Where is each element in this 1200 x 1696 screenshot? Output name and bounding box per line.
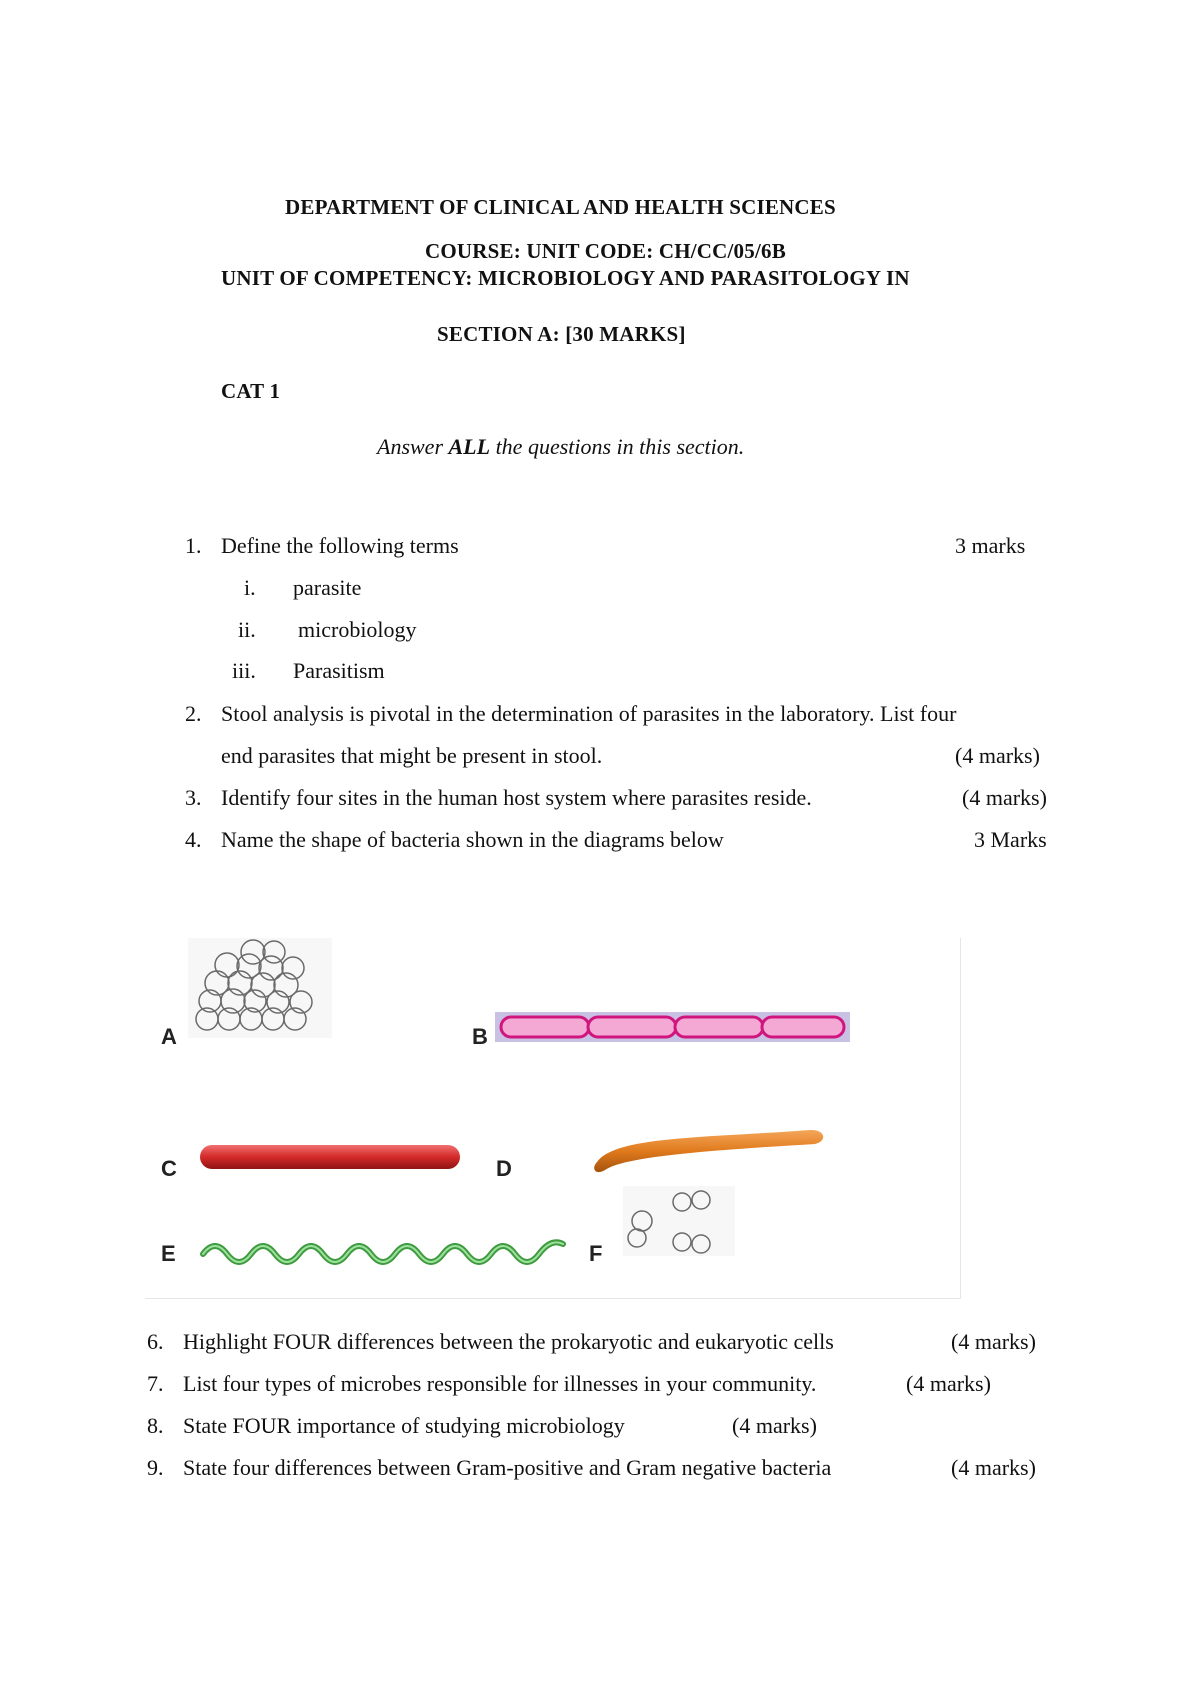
question-2-text-line2: end parasites that might be present in stool. (221, 743, 603, 768)
question-2-marks: (4 marks) (955, 743, 1040, 768)
question-4-number: 4. (185, 827, 202, 852)
question-2-text: Stool analysis is pivotal in the determination of parasites in the laboratory. List four (221, 701, 957, 726)
subitem-iii-text: Parasitism (293, 658, 385, 683)
question-6-number: 6. (147, 1329, 164, 1354)
unit-of-competency: UNIT OF COMPETENCY: MICROBIOLOGY AND PARASITOLOGY IN (221, 266, 910, 290)
department-title: DEPARTMENT OF CLINICAL AND HEALTH SCIENCES (285, 195, 836, 219)
subitem-iii-number: iii. (232, 658, 256, 683)
question-3-number: 3. (185, 785, 202, 810)
question-4-text: Name the shape of bacteria shown in the diagrams below (221, 827, 724, 852)
question-7-number: 7. (147, 1371, 164, 1396)
diagram-b-rods (501, 1017, 844, 1037)
section-title: SECTION A: [30 MARKS] (437, 322, 686, 346)
instruction-prefix: Answer (377, 434, 449, 459)
cat-title: CAT 1 (221, 379, 281, 403)
bacteria-shapes-figure (145, 938, 961, 1299)
question-3-text: Identify four sites in the human host system where parasites reside. (221, 785, 812, 810)
question-1-number: 1. (185, 533, 202, 558)
question-8-number: 8. (147, 1413, 164, 1438)
diagram-f-background (623, 1186, 735, 1256)
label-d: D (496, 1156, 512, 1181)
question-7-text: List four types of microbes responsible for illnesses in your community. (183, 1371, 817, 1396)
label-f: F (589, 1241, 603, 1266)
instruction-emphasis: ALL (448, 434, 491, 459)
diagram-c-rod (200, 1145, 460, 1169)
diagram-f-diplococci (623, 1186, 735, 1256)
question-9-marks: (4 marks) (951, 1455, 1036, 1480)
subitem-ii-text: microbiology (298, 617, 417, 642)
label-a: A (161, 1024, 177, 1049)
question-1-marks: 3 marks (955, 533, 1026, 558)
bacteria-diagram (145, 938, 960, 1298)
subitem-i-number: i. (244, 575, 256, 600)
question-6-text: Highlight FOUR differences between the prokaryotic and eukaryotic cells (183, 1329, 834, 1354)
subitem-i-text: parasite (293, 575, 362, 600)
diagram-a-cluster (188, 938, 332, 1038)
instruction (377, 434, 744, 460)
course-code: COURSE: UNIT CODE: CH/CC/05/6B (425, 239, 786, 263)
question-9-number: 9. (147, 1455, 164, 1480)
question-6-marks: (4 marks) (951, 1329, 1036, 1354)
diagram-e-spiral (203, 1242, 563, 1262)
diagram-a-background (188, 938, 332, 1038)
label-e: E (161, 1241, 176, 1266)
question-3-marks: (4 marks) (962, 785, 1047, 810)
subitem-ii-number: ii. (238, 617, 256, 642)
label-b: B (472, 1024, 488, 1049)
question-8-text: State FOUR importance of studying microbiology (183, 1413, 625, 1438)
question-1-text: Define the following terms (221, 533, 459, 558)
instruction-suffix: the questions in this section. (490, 434, 745, 459)
diagram-d-rod (594, 1130, 823, 1172)
diagram-b-chain (495, 1012, 850, 1042)
question-8-marks: (4 marks) (732, 1413, 817, 1438)
question-2-number: 2. (185, 701, 202, 726)
question-4-marks: 3 Marks (974, 827, 1047, 852)
label-c: C (161, 1156, 177, 1181)
question-9-text: State four differences between Gram-positive and Gram negative bacteria (183, 1455, 832, 1480)
question-7-marks: (4 marks) (906, 1371, 991, 1396)
